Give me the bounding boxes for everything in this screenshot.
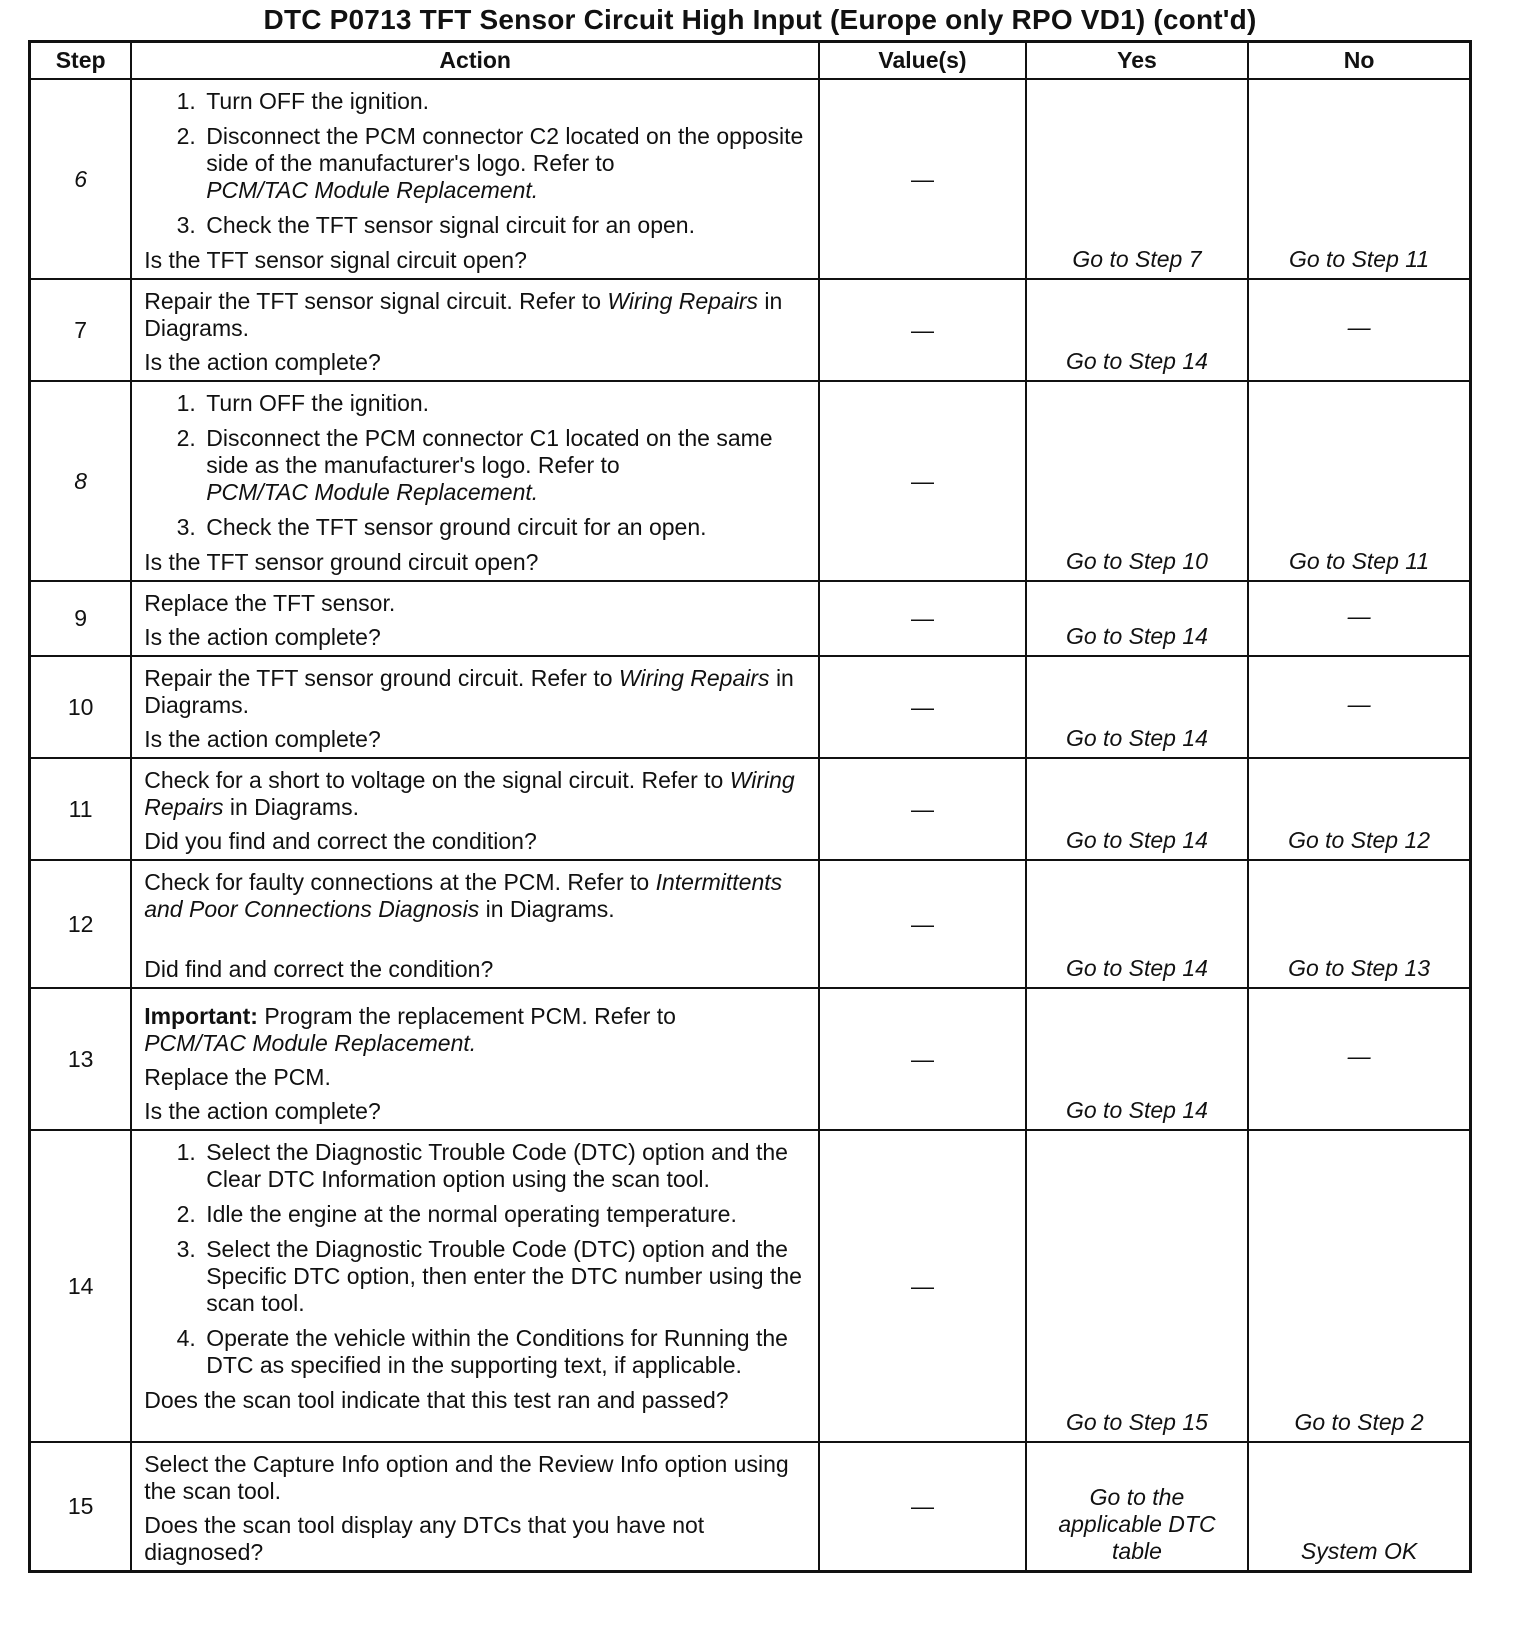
action-cell: [131, 758, 819, 860]
header-step: Step: [30, 42, 132, 80]
step-number: 15: [30, 1442, 132, 1572]
reference-link: Wiring Repairs: [607, 288, 759, 314]
no-cell: —: [1248, 988, 1470, 1130]
action-cell: [131, 656, 819, 758]
step-number: 7: [30, 279, 132, 381]
action-step: [202, 425, 806, 506]
diagnostic-table: [28, 40, 1472, 1573]
action-step: 3. Check the TFT sensor signal circuit for an open.: [202, 212, 806, 239]
step-number: 6: [30, 79, 132, 279]
table-row: [30, 988, 1471, 1130]
action-cell: [131, 581, 819, 656]
table-row: [30, 581, 1471, 656]
table-row: [30, 79, 1471, 279]
yes-cell: Go to Step 7: [1026, 79, 1248, 279]
question: Does the scan tool indicate that this test ran and passed?: [144, 1387, 729, 1413]
action-text: [144, 665, 806, 719]
reference-link: PCM/TAC Module Replacement.: [144, 1030, 477, 1056]
yes-cell: Go to Step 10: [1026, 381, 1248, 581]
step-number: 10: [30, 656, 132, 758]
step-number: 9: [30, 581, 132, 656]
table-row: [30, 860, 1471, 988]
action-text: [144, 767, 806, 821]
action-text-part: Check for faulty connections at the PCM. Refer to: [144, 869, 650, 895]
no-cell: Go to Step 2: [1248, 1130, 1470, 1442]
step-number: 14: [30, 1130, 132, 1442]
action-step: 3. Check the TFT sensor ground circuit for an open.: [202, 514, 806, 541]
yes-cell: Go to Step 14: [1026, 279, 1248, 381]
table-row: [30, 279, 1471, 381]
header-yes: Yes: [1026, 42, 1248, 80]
question: Did find and correct the condition?: [144, 956, 494, 982]
value-cell: —: [819, 381, 1026, 581]
value-cell: —: [819, 1130, 1026, 1442]
no-cell: Go to Step 12: [1248, 758, 1470, 860]
reference-link: Intermittents and Poor Connections Diagnosis: [144, 869, 783, 922]
action-step: 2. Idle the engine at the normal operating temperature.: [202, 1201, 806, 1228]
action-cell: [131, 79, 819, 279]
action-text: [144, 288, 806, 342]
question: Does the scan tool display any DTCs that you have not diagnosed?: [144, 1512, 705, 1565]
action-text: Replace the PCM.: [144, 1064, 331, 1090]
no-cell: System OK: [1248, 1442, 1470, 1572]
yes-cell: Go to Step 14: [1026, 860, 1248, 988]
yes-cell: Go to Step 14: [1026, 988, 1248, 1130]
table-header-row: [30, 42, 1471, 80]
action-cell: [131, 381, 819, 581]
reference-link: Wiring Repairs: [144, 767, 795, 820]
no-cell: —: [1248, 279, 1470, 381]
question: Is the action complete?: [144, 726, 381, 752]
no-cell: —: [1248, 656, 1470, 758]
value-cell: —: [819, 581, 1026, 656]
value-cell: —: [819, 988, 1026, 1130]
page-title: DTC P0713 TFT Sensor Circuit High Input (Europe only RPO VD1) (cont'd): [263, 4, 1257, 35]
header-values: Value(s): [819, 42, 1026, 80]
action-step: [202, 123, 806, 204]
value-cell: —: [819, 758, 1026, 860]
action-text-part: Check for a short to voltage on the signal circuit. Refer to: [144, 767, 724, 793]
question: Did you find and correct the condition?: [144, 828, 537, 854]
step-number: 12: [30, 860, 132, 988]
no-cell: Go to Step 11: [1248, 381, 1470, 581]
reference-link: PCM/TAC Module Replacement.: [206, 479, 539, 505]
table-row: [30, 381, 1471, 581]
table-row: [30, 1442, 1471, 1572]
question: Is the action complete?: [144, 1098, 381, 1124]
action-step-text: Disconnect the PCM connector C1 located on the same side as the manufacturer's logo. Refer to: [206, 425, 773, 478]
table-row: [30, 758, 1471, 860]
step-number: 11: [30, 758, 132, 860]
table-row: [30, 656, 1471, 758]
yes-cell: Go to Step 14: [1026, 581, 1248, 656]
value-cell: —: [819, 860, 1026, 988]
value-cell: —: [819, 79, 1026, 279]
action-text: [144, 1003, 806, 1057]
action-text: Replace the TFT sensor.: [144, 590, 396, 616]
action-step-text: Disconnect the PCM connector C2 located on the opposite side of the manufacturer's logo. Refer to: [206, 123, 804, 176]
action-cell: [131, 279, 819, 381]
reference-link: Wiring Repairs: [618, 665, 770, 691]
action-step: 1. Select the Diagnostic Trouble Code (DTC) option and the Clear DTC Information option using the scan tool.: [202, 1139, 806, 1193]
no-cell: Go to Step 11: [1248, 79, 1470, 279]
action-text-part: Program the replacement PCM. Refer to: [264, 1003, 676, 1029]
value-cell: —: [819, 1442, 1026, 1572]
yes-cell: Go to the applicable DTC table: [1026, 1442, 1248, 1572]
step-number: 13: [30, 988, 132, 1130]
action-step: 1. Turn OFF the ignition.: [202, 390, 806, 417]
yes-cell: Go to Step 14: [1026, 758, 1248, 860]
no-cell: Go to Step 13: [1248, 860, 1470, 988]
action-step: 4. Operate the vehicle within the Conditions for Running the DTC as specified in the supporting text, if applicable.: [202, 1325, 806, 1379]
no-cell: —: [1248, 581, 1470, 656]
action-text-part: Repair the TFT sensor ground circuit. Refer to: [144, 665, 613, 691]
step-number: 8: [30, 381, 132, 581]
important-label: Important:: [144, 1003, 258, 1029]
yes-cell: Go to Step 15: [1026, 1130, 1248, 1442]
yes-cell: Go to Step 14: [1026, 656, 1248, 758]
action-text-part: Repair the TFT sensor signal circuit. Refer to: [144, 288, 601, 314]
reference-link: PCM/TAC Module Replacement.: [206, 177, 539, 203]
action-text-part: in Diagrams.: [144, 288, 783, 341]
action-cell: [131, 1130, 819, 1442]
value-cell: —: [819, 279, 1026, 381]
action-step: 1. Turn OFF the ignition.: [202, 88, 806, 115]
header-no: No: [1248, 42, 1470, 80]
question: Is the TFT sensor ground circuit open?: [144, 549, 539, 575]
action-cell: [131, 988, 819, 1130]
action-text-part: in Diagrams.: [229, 794, 359, 820]
action-text-part: in Diagrams.: [144, 665, 794, 718]
action-step: 3. Select the Diagnostic Trouble Code (DTC) option and the Specific DTC option, then enter the DTC number using the scan tool.: [202, 1236, 806, 1317]
value-cell: —: [819, 656, 1026, 758]
action-cell: [131, 1442, 819, 1572]
action-text-part: in Diagrams.: [485, 896, 615, 922]
question: Is the action complete?: [144, 349, 381, 375]
header-action: Action: [131, 42, 819, 80]
action-text: [144, 869, 806, 923]
action-text: Select the Capture Info option and the Review Info option using the scan tool.: [144, 1451, 789, 1504]
question: Is the TFT sensor signal circuit open?: [144, 247, 527, 273]
action-cell: [131, 860, 819, 988]
table-row: [30, 1130, 1471, 1442]
question: Is the action complete?: [144, 624, 381, 650]
